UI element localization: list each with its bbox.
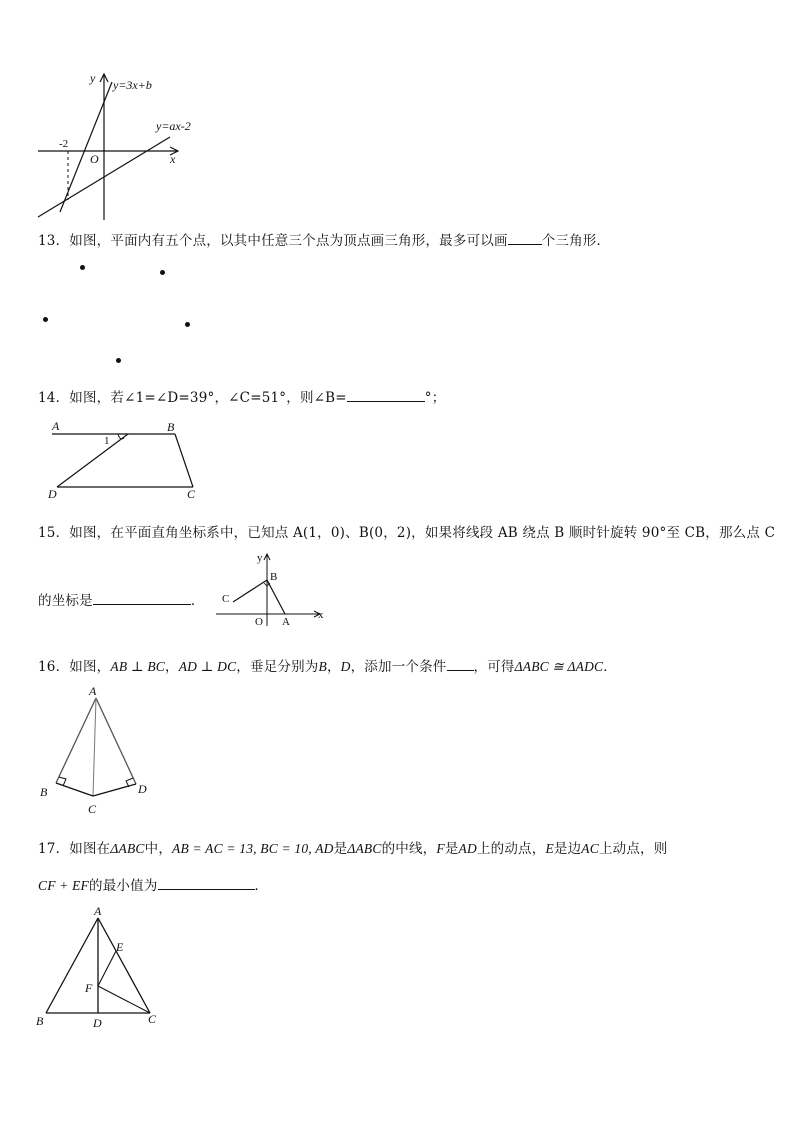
segment-ac [93, 698, 96, 796]
q17-math: ΔABC [347, 841, 382, 856]
question-16 [38, 655, 617, 675]
figure-q17-triangle [32, 902, 172, 1032]
q15-text-2b: ． [190, 593, 205, 609]
question-17-line1 [38, 837, 667, 857]
label-y: y [90, 71, 96, 85]
label-a: A [52, 419, 60, 433]
segment-bc [175, 434, 193, 487]
q13-text-b: 个三角形． [541, 233, 611, 249]
label-line1: y=3x+b [113, 78, 152, 92]
label-x: x [170, 152, 176, 166]
q17-blank[interactable] [158, 876, 255, 890]
q16-math: ΔABC ≅ ΔADC [514, 659, 604, 674]
point-dot [185, 322, 190, 327]
label-line2: y=ax-2 [156, 119, 191, 133]
q17-text: 是边 [553, 841, 582, 857]
label-b: B [36, 1014, 44, 1028]
label-d: D [48, 487, 57, 500]
q16-blank[interactable] [447, 657, 474, 671]
label-neg2: -2 [59, 138, 69, 150]
question-17-line2 [38, 874, 268, 894]
q17-math: AD [458, 841, 477, 856]
segment-bc [233, 580, 267, 602]
segment-ad [96, 698, 136, 784]
q17-text: 上的动点， [476, 841, 546, 857]
label-a: A [94, 904, 102, 918]
question-13 [38, 229, 610, 249]
q16-text: ，可得 [473, 659, 515, 675]
segment-fe [98, 951, 116, 986]
label-o: O [255, 616, 263, 628]
q15-text-1: 15．如图，在平面直角坐标系中，已知点 A(1，0)、B(0，2)，如果将线段 AB 绕点 B 顺时针旋转 90°至 CB，那么点 C [38, 525, 776, 541]
label-angle-1: 1 [104, 435, 110, 447]
q17-text: 的中线， [381, 841, 437, 857]
q16-text: 16．如图， [38, 659, 111, 675]
q17-math: ΔABC [110, 841, 145, 856]
figure-q15-coordinate [212, 548, 332, 628]
figure-linear-functions [30, 68, 230, 223]
q16-text: ， [326, 659, 341, 675]
label-e: E [116, 940, 124, 954]
q16-math: AD ⊥ DC [178, 659, 237, 674]
q17-math: CF + EF [38, 878, 90, 893]
q13-text-a: 13．如图，平面内有五个点，以其中任意三个点为顶点画三角形，最多可以画 [38, 233, 508, 249]
q17-text: ． [254, 878, 269, 894]
label-b: B [167, 420, 175, 434]
q15-blank[interactable] [93, 591, 191, 605]
point-dot [160, 270, 165, 275]
q17-math: AB = AC = 13, BC = 10, AD [172, 841, 334, 856]
label-origin: O [90, 152, 99, 166]
q14-text-a: 14．如图，若∠1=∠D=39°，∠C=51°，则∠B= [38, 390, 347, 406]
q17-text: 是 [444, 841, 459, 857]
q17-math: AC [581, 841, 599, 856]
point-dot [80, 265, 85, 270]
q17-text: 中， [144, 841, 173, 857]
question-15-line2 [38, 589, 205, 609]
segment-ab [56, 698, 96, 783]
q17-text: 是 [333, 841, 348, 857]
label-b: B [270, 571, 278, 583]
segment-d-to-ab [57, 434, 128, 487]
label-c: C [222, 593, 230, 605]
label-c: C [187, 487, 196, 500]
q17-math: F [436, 841, 445, 856]
label-x: x [318, 609, 324, 621]
q16-text: ， [164, 659, 179, 675]
q16-text: ，垂足分别为 [236, 659, 319, 675]
q17-math: E [545, 841, 554, 856]
q16-math: B [318, 659, 327, 674]
figure-q16-kite [36, 683, 161, 818]
label-c: C [88, 802, 97, 816]
label-f: F [85, 981, 93, 995]
q16-text: ． [603, 659, 617, 675]
q16-math: D [340, 659, 351, 674]
q13-blank[interactable] [508, 231, 542, 245]
q15-text-2a: 的坐标是 [38, 593, 93, 609]
label-d: D [138, 782, 147, 796]
segment-ab [46, 918, 98, 1013]
point-dot [43, 317, 48, 322]
segment-ba [267, 580, 285, 614]
question-15-line1 [38, 521, 775, 541]
label-y: y [257, 552, 263, 564]
segment-dc [93, 784, 136, 796]
q16-math: AB ⊥ BC [110, 659, 165, 674]
segment-bc [56, 783, 93, 796]
q17-text: 17．如图在 [38, 841, 111, 857]
q17-text: 的最小值为 [89, 878, 158, 894]
label-c: C [148, 1012, 157, 1026]
q17-text: 上动点，则 [598, 841, 668, 857]
angle-1-arc [118, 434, 124, 439]
question-14 [38, 386, 445, 406]
label-b: B [40, 785, 48, 799]
q14-text-b: °； [424, 390, 446, 406]
segment-ac [98, 918, 150, 1013]
q14-blank[interactable] [347, 388, 425, 402]
label-a: A [282, 616, 290, 628]
label-a: A [89, 684, 97, 698]
point-dot [116, 358, 121, 363]
label-d: D [93, 1016, 102, 1030]
q16-text: ，添加一个条件 [350, 659, 447, 675]
figure-q14-quadrilateral [40, 415, 210, 500]
